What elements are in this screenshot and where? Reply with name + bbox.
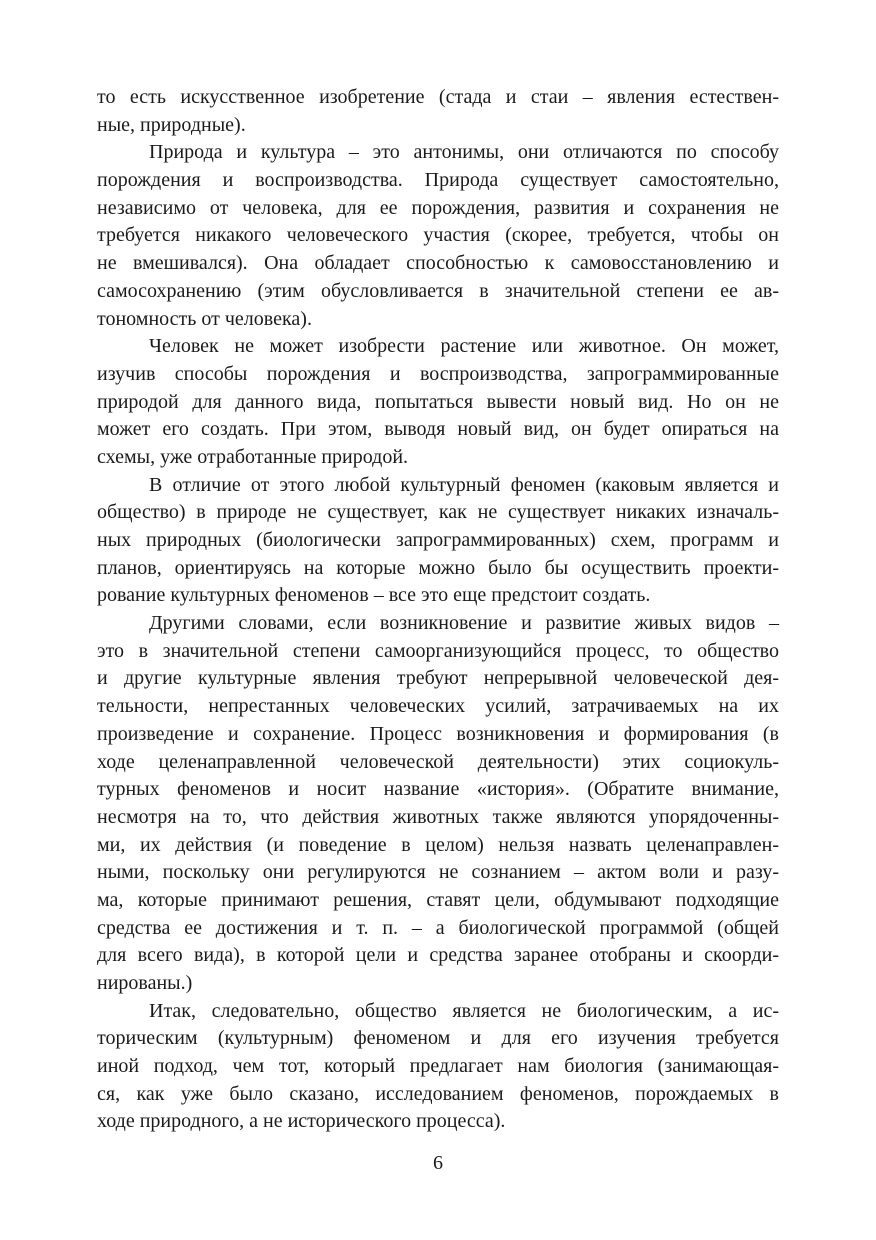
document-body (97, 84, 779, 1136)
text-line: требуется никакого человеческого участия (скорее, требуется, чтобы он (97, 224, 779, 247)
text-line: турных феноменов и носит название «история». (Обратите внимание, (97, 778, 779, 801)
text-line: может его создать. При этом, выводя новый вид, он будет опираться на (97, 418, 779, 441)
text-line: это в значительной степени самоорганизующийся процесс, то общество (97, 639, 779, 662)
text-line: В отличие от этого любой культурный феномен (каковым является и (149, 473, 779, 496)
text-line: ми, их действия (и поведение в целом) нельзя назвать целенаправлен- (97, 833, 779, 856)
text-line: ся, как уже было сказано, исследованием феноменов, порождаемых в (97, 1082, 779, 1105)
paragraph (97, 333, 779, 471)
text-line: Другими словами, если возникновение и развитие живых видов – (149, 612, 779, 635)
text-line: ные, природные). (97, 113, 246, 136)
text-line: тономность от человека). (97, 307, 312, 330)
text-line: ходе природного, а не исторического процесса). (97, 1110, 506, 1133)
text-line: ходе целенаправленной человеческой деятельности) этих социокуль- (97, 750, 779, 773)
text-line: ма, которые принимают решения, ставят цели, обдумывают подходящие (97, 888, 779, 911)
text-line: общество) в природе не существует, как не существует никаких изначаль- (97, 501, 779, 524)
text-line: иной подход, чем тот, который предлагает нам биология (занимающая- (97, 1055, 779, 1078)
text-line: природой для данного вида, попытаться вывести новый вид. Но он не (97, 390, 779, 413)
paragraph (97, 472, 779, 610)
text-line: независимо от человека, для ее порождения, развития и сохранения не (97, 196, 779, 219)
text-line: и другие культурные явления требуют непрерывной человеческой дея- (97, 667, 779, 690)
paragraph (97, 998, 779, 1136)
text-line: Итак, следовательно, общество является не биологическим, а ис- (149, 999, 779, 1022)
page-number: 6 (433, 1152, 443, 1174)
text-line: нированы.) (97, 972, 193, 994)
text-line: порождения и воспроизводства. Природа существует самостоятельно, (97, 169, 779, 192)
text-line: Природа и культура – это антонимы, они отличаются по способу (149, 141, 779, 164)
text-line: не вмешивался). Она обладает способностью к самовосстановлению и (97, 252, 779, 275)
text-line: то есть искусственное изобретение (стада и стаи – явления естествен- (97, 86, 779, 108)
text-line: тельности, непрестанных человеческих усилий, затрачиваемых на их (97, 695, 779, 718)
text-line: для всего вида), в которой цели и средства заранее отобраны и скоорди- (97, 944, 779, 967)
text-line: средства ее достижения и т. п. – а биологической программой (общей (97, 916, 779, 939)
text-line: торическим (культурным) феноменом и для его изучения требуется (97, 1027, 779, 1050)
text-line: рование культурных феноменов – все это еще предстоит создать. (97, 584, 651, 607)
text-line: самосохранению (этим обусловливается в значительной степени ее ав- (97, 279, 779, 302)
paragraph (97, 139, 779, 333)
text-line: планов, ориентируясь на которые можно было бы осуществить проекти- (97, 556, 779, 579)
text-line: несмотря на то, что действия животных также являются упорядоченны- (97, 805, 779, 828)
text-line: произведение и сохранение. Процесс возникновения и формирования (в (97, 722, 779, 745)
text-line: изучив способы порождения и воспроизводства, запрограммированные (97, 362, 779, 385)
text-line: Человек не может изобрести растение или животное. Он может, (149, 335, 779, 358)
text-line: ных природных (биологически запрограммированных) схем, программ и (97, 529, 779, 551)
text-line: схемы, уже отработанные природой. (97, 445, 409, 468)
paragraph (97, 610, 779, 998)
text-line: ными, поскольку они регулируются не сознанием – актом воли и разу- (97, 861, 779, 884)
paragraph (97, 84, 779, 139)
